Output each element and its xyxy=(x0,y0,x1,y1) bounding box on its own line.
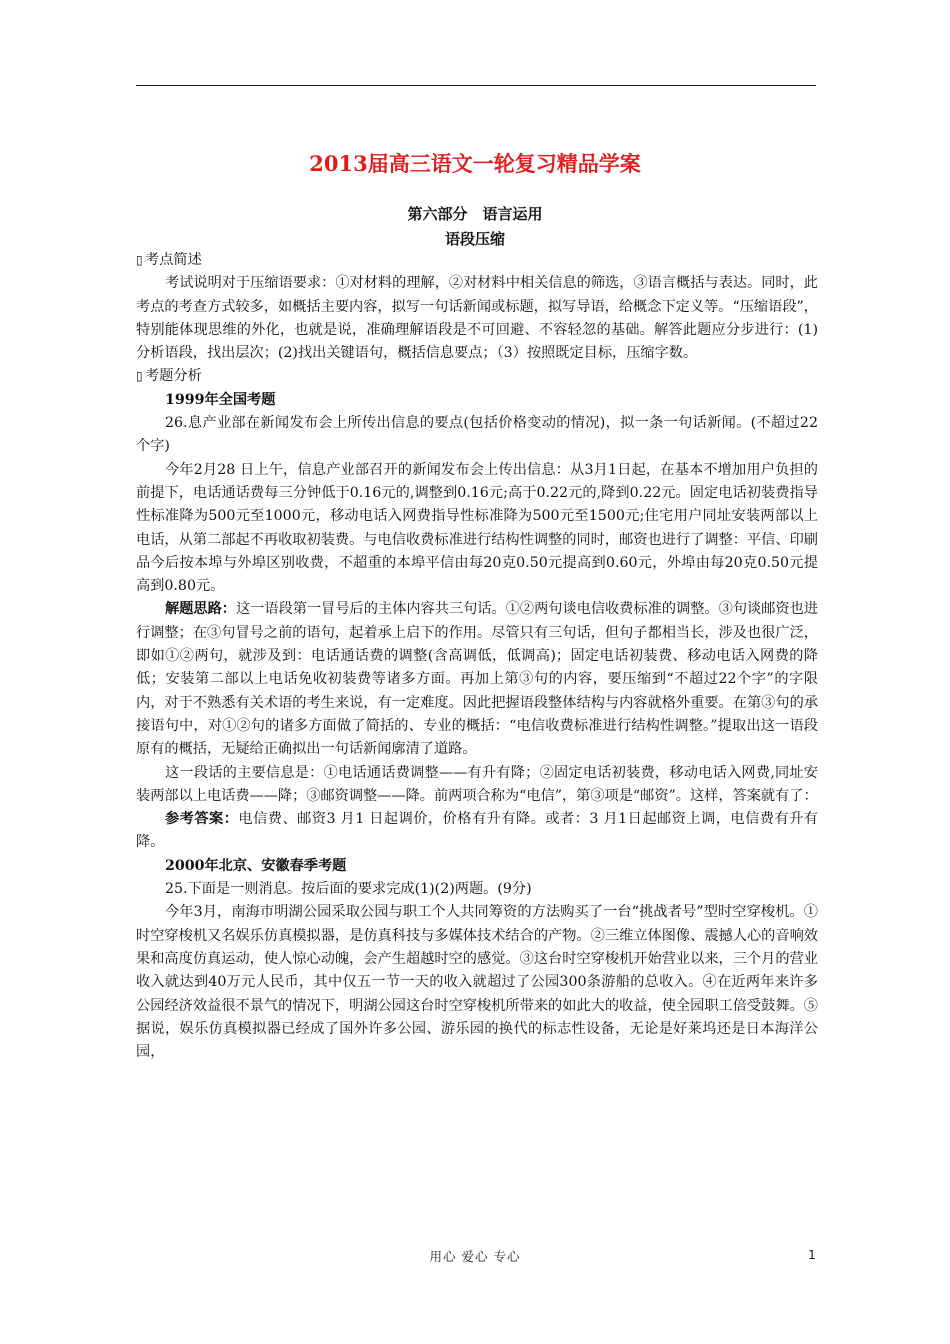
footer-slogan: 用心 爱心 专心 xyxy=(429,1249,521,1264)
kaodian-heading-row xyxy=(136,249,818,272)
header-rule xyxy=(136,85,816,86)
kaoti-heading: 考题分析 xyxy=(145,368,202,385)
exam1-solution xyxy=(136,598,818,761)
bullet-icon: ▯ xyxy=(136,369,143,384)
answer-text: 电信费、邮资3 月1 日起调价，价格有升有降。或者：3 月1日起邮资上调，电信费有升有降。 xyxy=(136,811,818,851)
document-title: 2013届高三语文一轮复习精品学案 xyxy=(309,151,641,176)
exam2-question: 25.下面是一则消息。按后面的要求完成(1)(2)两题。(9分) xyxy=(165,881,532,898)
exam2-passage: 今年3月，南海市明湖公园采取公园与职工个人共同筹资的方法购买了一台“挑战者号”型时空穿梭机。①时空穿梭机又名娱乐仿真模拟器，是仿真科技与多媒体技术结合的产物。②三维立体图像、震撼人心的音响效果和高度仿真运动，使人惊心动魄，会产生超越时空的感觉。③这台时空穿梭机开始营业以来，三个月的营业收入就达到40万元人民币，其中仅五一节一天的收入就超过了公园300条游船的总收入。④在近两年来许多公园经济效益很不景气的情况下，明湖公园这台时空穿梭机所带来的如此大的收益，使全园职工倍受鼓舞。⑤据说，娱乐仿真模拟器已经成了国外许多公园、游乐园的换代的标志性设备，无论是好莱坞还是日本海洋公园， xyxy=(136,904,818,1061)
exam2-heading: 2000年北京、安徽春季考题 xyxy=(165,857,347,874)
subsection-title: 语段压缩 xyxy=(444,230,505,248)
kaoti-heading-row xyxy=(136,365,818,388)
exam1-question: 26.息产业部在新闻发布会上所传出信息的要点(包括价格变动的情况)，拟一条一句话新闻。(不超过22个字) xyxy=(136,415,818,455)
exam1-main-info: 这一段话的主要信息是：①电话通话费调整——有升有降；②固定电话初装费，移动电话入网费,同址安装两部以上电话费——降；③邮资调整——降。前两项合称为“电信”，第③项是“邮资”。这样，答案就有了： xyxy=(136,764,818,804)
kaodian-paragraph: 考试说明对于压缩语要求：①对材料的理解，②对材料中相关信息的筛选，③语言概括与表达。同时，此考点的考查方式较多，如概括主要内容，拟写一句话新闻或标题，拟写导语，给概念下定义等。“压缩语段”，特别能体现思维的外化，也就是说，准确理解语段是不可回避、不容轻忽的基础。解答此题应分步进行：(1)分析语段，找出层次；(2)找出关键语句，概括信息要点；（3）按照既定目标，压缩字数。 xyxy=(136,275,818,362)
exam1-passage: 今年2月28 日上午，信息产业部召开的新闻发布会上传出信息：从3月1日起，在基本不增加用户负担的前提下，电话通话费每三分钟低于0.16元的,调整到0.16元;高于0.22元的,降到0.22元。固定电话初装费指导性标准降为500元至1000元，移动电话入网费指导性标准降为500元至1500元;住宅用户同址安装两部以上电话，从第二部起不再收取初装费。与电信收费标准进行结构性调整的同时，邮资也进行了调整：平信、印刷品今后按本埠与外埠区别收费，不超重的本埠平信由每20克0.50元提高到0.60元，外埠由每20克0.50元提高到0.80元。 xyxy=(136,461,818,595)
exam1-heading: 1999年全国考题 xyxy=(165,391,276,408)
solution-label: 解题思路： xyxy=(165,601,236,618)
exam1-answer xyxy=(136,808,818,855)
answer-label: 参考答案： xyxy=(165,811,239,828)
section-title: 第六部分 语言运用 xyxy=(407,205,543,223)
document-body xyxy=(136,249,818,1064)
kaodian-heading: 考点简述 xyxy=(145,252,202,268)
solution-text: 这一语段第一冒号后的主体内容共三句话。①②两句谈电信收费标准的调整。③句谈邮资也进行调整；在③句冒号之前的语句，起着承上启下的作用。尽管只有三句话，但句子都相当长，涉及也很广泛，即如①②两句，就涉及到：电话通话费的调整(含高调低，低调高)；固定电话初装费、移动电话入网费的降低；安装第二部以上电话免收初装费等诸多方面。再加上第③句的内容，要压缩到“不超过22个字”的字限内，对于不熟悉有关术语的考生来说，有一定难度。因此把握语段整体结构与内容就格外重要。在第③句的承接语句中，对①②句的诸多方面做了简括的、专业的概括：“电信收费标准进行结构性调整。”提取出这一语段原有的概括，无疑给正确拟出一句话新闻廓清了道路。 xyxy=(136,601,818,758)
bullet-icon: ▯ xyxy=(136,253,143,267)
page-number: 1 xyxy=(808,1247,816,1262)
